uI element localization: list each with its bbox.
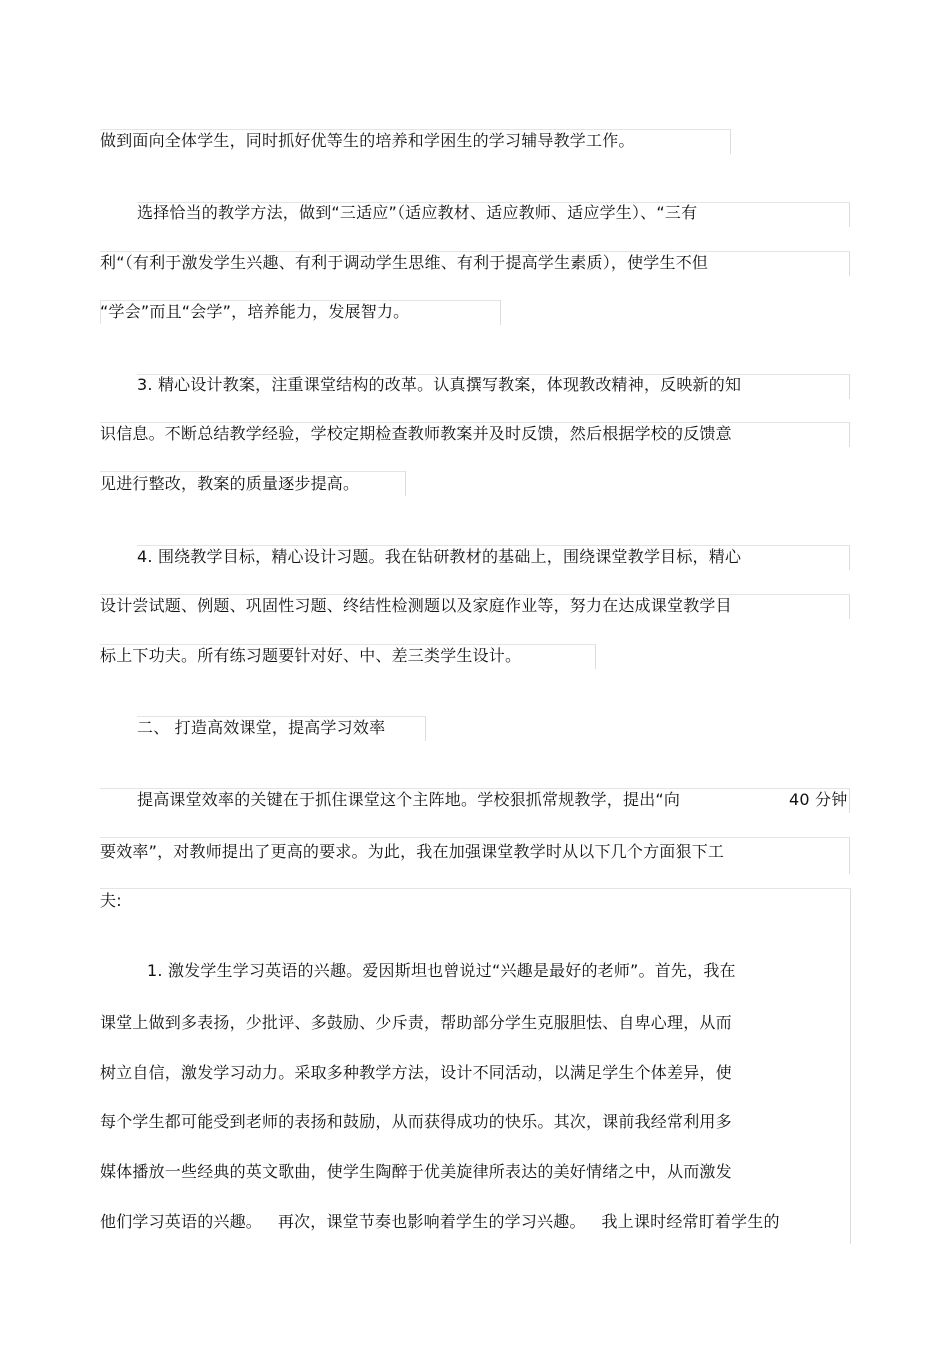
text-line: 4. 围绕教学目标，精心设计习题。我在钻研教材的基础上，围绕课堂教学目标，精心 bbox=[137, 547, 742, 566]
text-line: 做到面向全体学生，同时抓好优等生的培养和学困生的学习辅导教学工作。 bbox=[100, 131, 635, 150]
text-line: 课堂上做到多表扬，少批评、多鼓励、少斥责，帮助部分学生克服胆怯、自卑心理，从而 bbox=[100, 1013, 732, 1032]
text-line: 夫: bbox=[100, 891, 122, 910]
text-line: 每个学生都可能受到老师的表扬和鼓励，从而获得成功的快乐。其次，课前我经常利用多 bbox=[100, 1112, 732, 1131]
text-line: 设计尝试题、例题、巩固性习题、终结性检测题以及家庭作业等，努力在达成课堂教学目 bbox=[100, 596, 732, 615]
text-line: 媒体播放一些经典的英文歌曲，使学生陶醉于优美旋律所表达的美好情绪之中，从而激发 bbox=[100, 1162, 732, 1181]
text-line: 树立自信，激发学习动力。采取多种教学方法，设计不同活动，以满足学生个体差异，使 bbox=[100, 1063, 732, 1082]
text-line: 利“（有利于激发学生兴趣、有利于调动学生思维、有利于提高学生素质），使学生不但 bbox=[100, 253, 709, 272]
text-line: 识信息。不断总结教学经验，学校定期检查教师教案并及时反馈，然后根据学校的反馈意 bbox=[100, 424, 732, 443]
text-line: 40 分钟 bbox=[789, 790, 848, 809]
text-line: 选择恰当的教学方法，做到“三适应”（适应教材、适应教师、适应学生）、“三有 bbox=[137, 203, 698, 222]
text-line: 见进行整改，教案的质量逐步提高。 bbox=[100, 474, 360, 493]
section-heading: 二、 打造高效课堂，提高学习效率 bbox=[137, 718, 386, 737]
text-line: “学会”而且“会学”，培养能力，发展智力。 bbox=[100, 302, 410, 321]
text-line: 1. 激发学生学习英语的兴趣。爱因斯坦也曾说过“兴趣是最好的老师”。首先，我在 bbox=[147, 961, 736, 980]
text-line: 要效率”，对教师提出了更高的要求。为此，我在加强课堂教学时从以下几个方面狠下工 bbox=[100, 842, 725, 861]
text-line: 提高课堂效率的关键在于抓住课堂这个主阵地。学校狠抓常规教学，提出“向 bbox=[137, 790, 681, 809]
text-line: 标上下功夫。所有练习题要针对好、中、差三类学生设计。 bbox=[100, 646, 522, 665]
text-line: 他们学习英语的兴趣。 再次，课堂节奏也影响着学生的学习兴趣。 我上课时经常盯着学生的 bbox=[100, 1212, 780, 1231]
text-line: 3. 精心设计教案，注重课堂结构的改革。认真撰写教案，体现教改精神，反映新的知 bbox=[137, 375, 742, 394]
